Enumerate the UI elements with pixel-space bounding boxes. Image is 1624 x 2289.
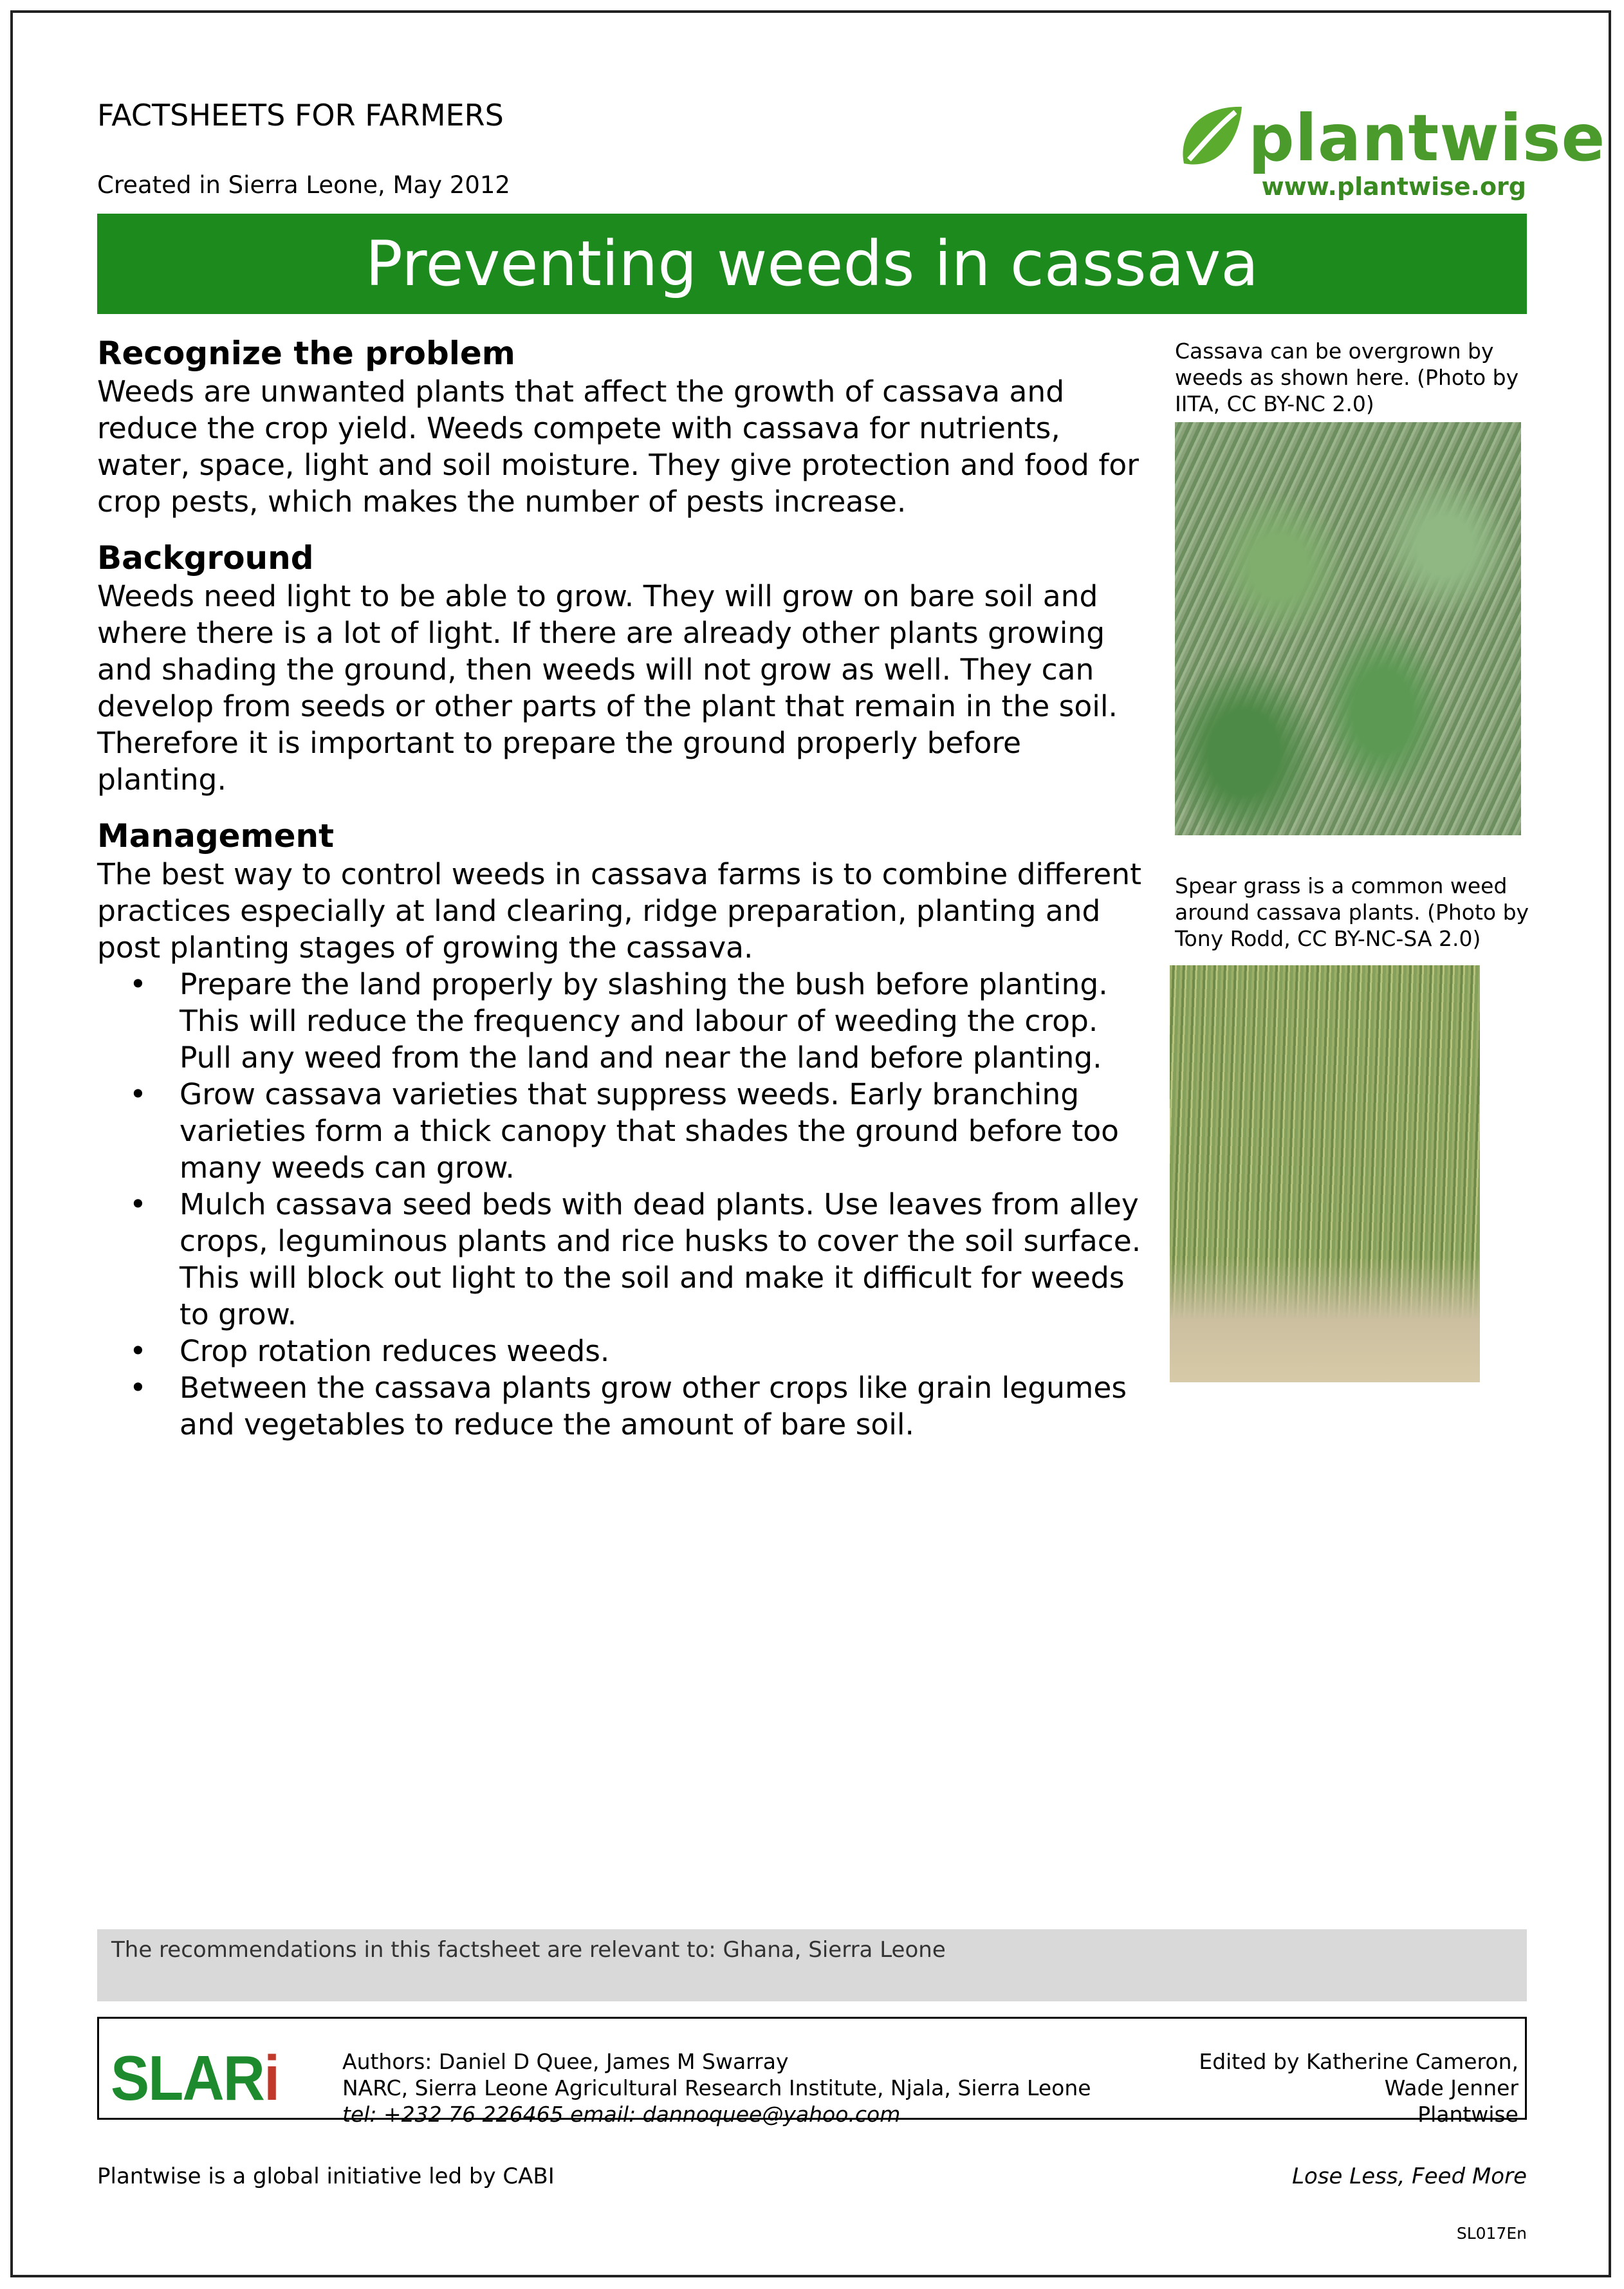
plantwise-logo xyxy=(1171,97,1606,206)
editors-block xyxy=(1199,2048,1518,2127)
editor-line: Wade Jenner xyxy=(1384,2075,1518,2100)
management-list xyxy=(97,966,1152,1443)
list-item: • Crop rotation reduces weeds. xyxy=(180,1333,1152,1369)
list-item: • Between the cassava plants grow other crops like grain legumes and vegetables to reduce the amount of bare soil. xyxy=(180,1369,1152,1443)
list-item: • Grow cassava varieties that suppress weeds. Early branching varieties form a thick canopy that shades the ground before too many weeds can grow. xyxy=(180,1076,1152,1186)
authors-line: Authors: Daniel D Quee, James M Swarray xyxy=(342,2049,789,2074)
editor-line: Edited by Katherine Cameron, xyxy=(1199,2049,1518,2074)
page-title: Preventing weeds in cassava xyxy=(365,228,1259,300)
title-banner xyxy=(97,214,1527,314)
photo-caption: Spear grass is a common weed around cassava plants. (Photo by Tony Rodd, CC BY-NC-SA 2.0) xyxy=(1175,873,1529,951)
slari-logo: SLARi xyxy=(111,2043,279,2113)
section-text: Weeds are unwanted plants that affect the growth of cassava and reduce the crop yield. Weeds compete with cassava for nutrients, water, space, light and soil moisture. They give protection and food for crop pests, which makes the number of pests increase. xyxy=(97,375,1139,519)
list-item: • Mulch cassava seed beds with dead plants. Use leaves from alley crops, leguminous plants and rice husks to cover the soil surface. This will block out light to the soil and make it difficult for weeds to grow. xyxy=(180,1186,1152,1333)
section-management xyxy=(97,816,1152,1443)
section-background xyxy=(97,538,1152,798)
cassava-weeds-photo xyxy=(1175,422,1521,835)
editor-line: Plantwise xyxy=(1417,2102,1518,2127)
logo-wordmark: plantwise xyxy=(1248,100,1606,176)
section-heading: Background xyxy=(97,539,314,577)
section-recognize xyxy=(97,333,1152,520)
contact-line: tel: +232 76 226465 email: dannoquee@yahoo.com xyxy=(342,2102,901,2127)
leaf-icon xyxy=(1171,99,1248,176)
series-label: FACTSHEETS FOR FARMERS xyxy=(97,98,504,133)
section-heading: Management xyxy=(97,817,335,855)
authors-block xyxy=(342,2048,1091,2127)
relevance-text: The recommendations in this factsheet are relevant to: Ghana, Sierra Leone xyxy=(111,1937,946,1963)
authors-box xyxy=(97,2017,1527,2127)
section-heading: Recognize the problem xyxy=(97,335,515,372)
created-note: Created in Sierra Leone, May 2012 xyxy=(97,171,510,199)
document-code: SL017En xyxy=(1456,2224,1527,2243)
main-content xyxy=(97,333,1152,1461)
tagline: Lose Less, Feed More xyxy=(1292,2164,1527,2189)
section-text: The best way to control weeds in cassava farms is to combine different practices especially at land clearing, ridge preparation, planting and post planting stages of growing the cassava. xyxy=(97,857,1141,965)
spear-grass-photo xyxy=(1170,965,1480,1382)
relevance-bar xyxy=(97,1929,1527,2001)
cabi-note: Plantwise is a global initiative led by CABI xyxy=(97,2164,555,2189)
photo-caption: Cassava can be overgrown by weeds as shown here. (Photo by IITA, CC BY-NC 2.0) xyxy=(1175,338,1519,416)
logo-url: www.plantwise.org xyxy=(1261,172,1526,201)
list-item: • Prepare the land properly by slashing the bush before planting. This will reduce the frequency and labour of weeding the crop. Pull any weed from the land and near the land before planting. xyxy=(180,966,1152,1076)
section-text: Weeds need light to be able to grow. They will grow on bare soil and where there is a lot of light. If there are already other plants growing and shading the ground, then weeds will not grow as well. They can develop from seeds or other parts of the plant that remain in the soil. Therefore it is important to prepare the ground properly before planting. xyxy=(97,579,1118,797)
institute-line: NARC, Sierra Leone Agricultural Research Institute, Njala, Sierra Leone xyxy=(342,2075,1091,2100)
